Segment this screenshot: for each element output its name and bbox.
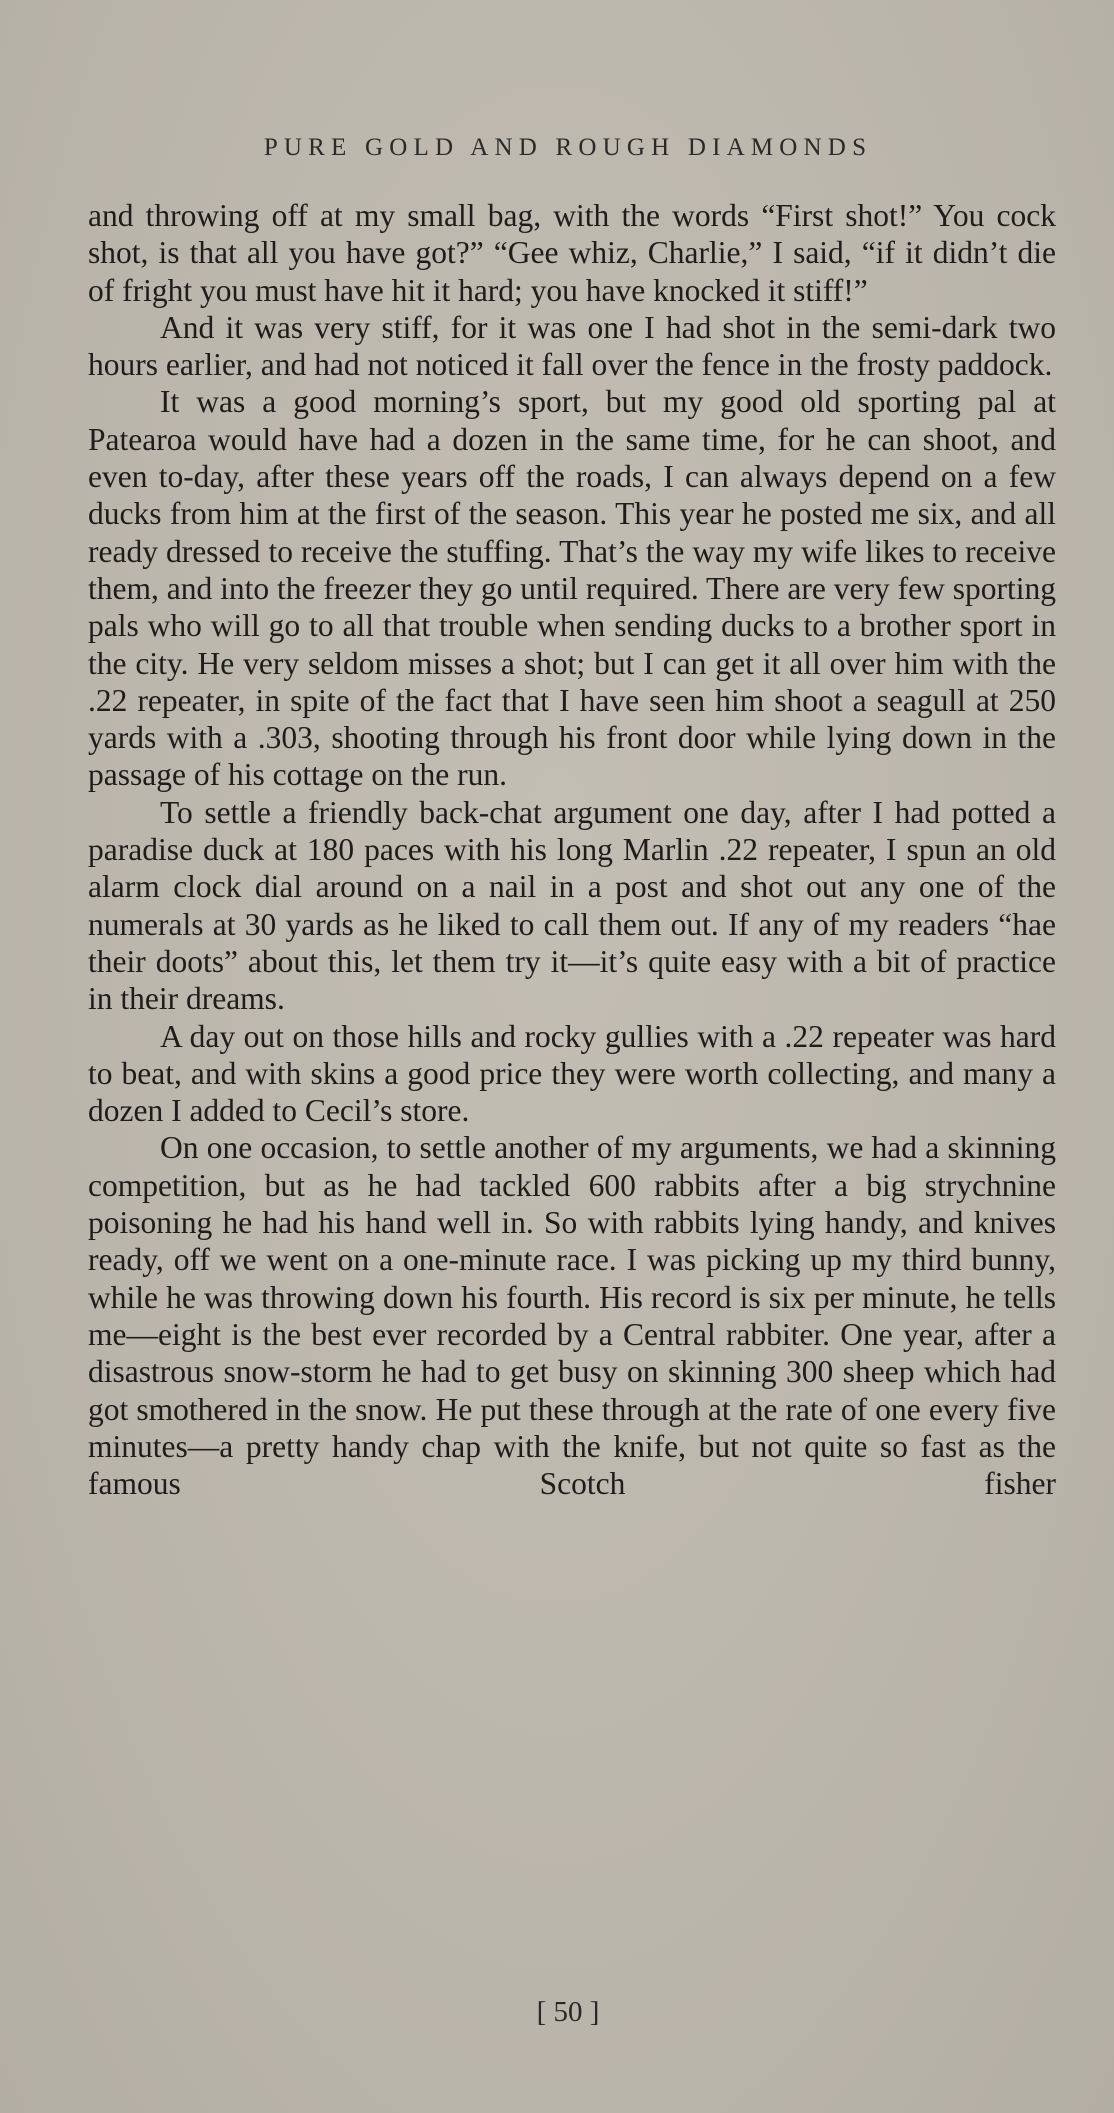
paragraph-4: To settle a friendly back-chat argument one day, after I had potted a paradise duck at 180 paces with his long Marlin .22 repeater, I spun an old alarm clock dial around on a nail in a post and shot out any one of the numerals at 30 yards as he liked to call them out. If any of my readers “hae their doots” about this, let them try it—it’s quite easy with a bit of practice in their dreams.: [88, 794, 1056, 1017]
paragraph-5: A day out on those hills and rocky gullies with a .22 repeater was hard to beat, and with skins a good price they were worth collecting, and many a dozen I added to Cecil’s store.: [88, 1018, 1056, 1129]
paragraph-1: and throwing off at my small bag, with the words “First shot!” You cock shot, is that all you have got?” “Gee whiz, Charlie,” I said, “if it didn’t die of fright you must have hit it hard; you have knocked it stiff!”: [88, 198, 1056, 308]
paragraph-3: It was a good morning’s sport, but my good old sporting pal at Patearoa would have had a dozen in the same time, for he can shoot, and even to-day, after these years off the roads, I can always depend on a few ducks from him at the first of the season. This year he posted me six, and all ready dressed to receive the stuffing. That’s the way my wife likes to receive them, and into the freezer they go until required. There are very few sporting pals who will go to all that trouble when sending ducks to a brother sport in the city. He very seldom misses a shot; but I can get it all over him with the .22 repeater, in spite of the fact that I have seen him shoot a seagull at 250 yards with a .303, shooting through his front door while lying down in the passage of his cottage on the run.: [88, 384, 1056, 793]
paragraph-2: And it was very stiff, for it was one I had shot in the semi-dark two hours earlier, and had not noticed it fall over the fence in the frosty paddock.: [88, 309, 1056, 383]
running-head: PURE GOLD AND ROUGH DIAMONDS: [263, 134, 873, 161]
paragraph-6: On one occasion, to settle another of my arguments, we had a skinning competition, but as he had tackled 600 rabbits after a big strychnine poisoning he had his hand well in. So with rabbits lying handy, and knives ready, off we went on a one-minute race. I was picking up my third bunny, while he was throwing down his fourth. His record is six per minute, he tells me—eight is the best ever recorded by a Central rabbiter. One year, after a disastrous snow-storm he had to get busy on skinning 300 sheep which had got smothered in the snow. He put these through at the rate of one every five minutes—a pretty handy chap with the knife, but not quite so fast as the famous Scotch fisher: [88, 1130, 1056, 1502]
page-number: [ 50 ]: [536, 1996, 600, 2028]
body-text: [88, 197, 1056, 1502]
